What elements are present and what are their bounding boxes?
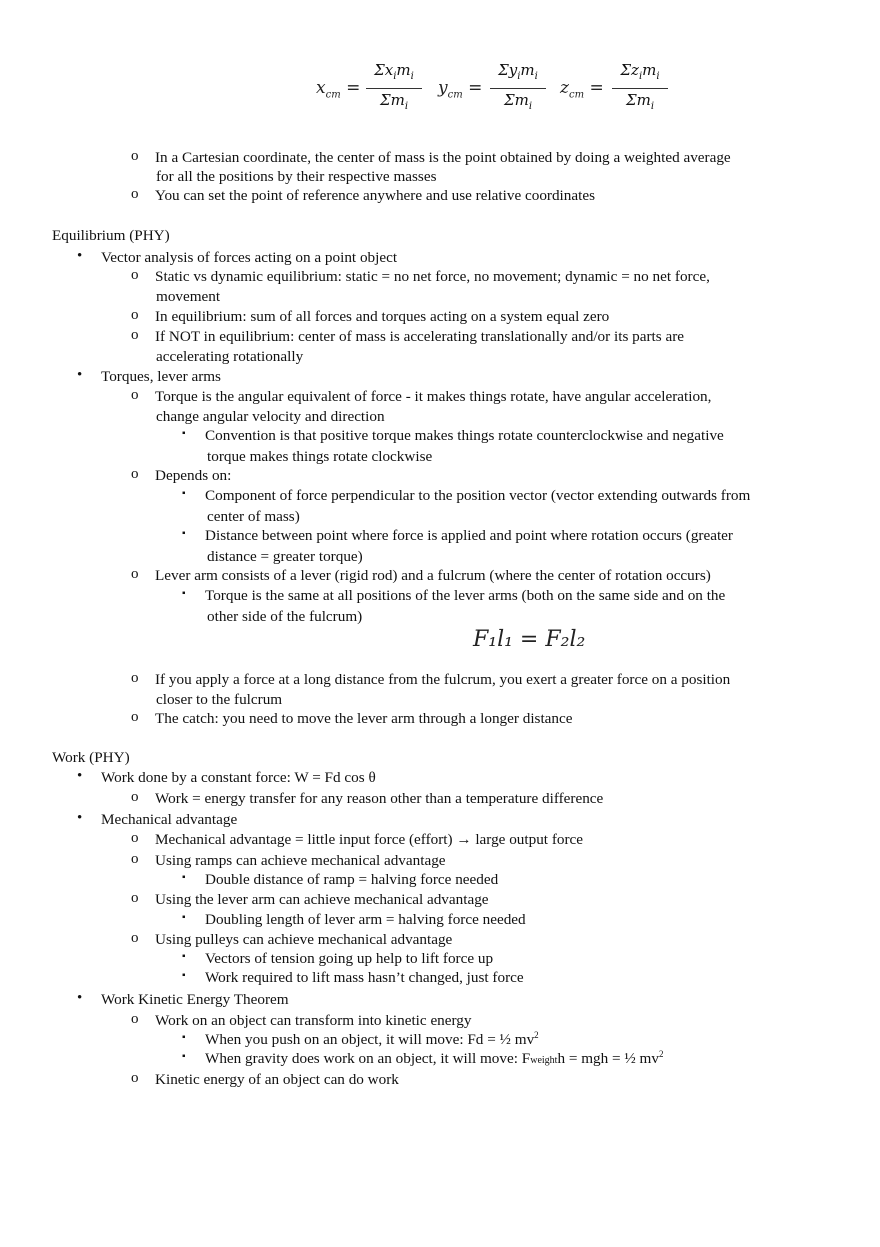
ycm-label: $y_{cm}$ = — [438, 78, 483, 101]
list-item: Work required to lift mass hasn’t changed, just force — [205, 969, 524, 986]
list-item: Work Kinetic Energy Theorem — [101, 991, 289, 1008]
square-bullet-icon: ▪ — [182, 488, 186, 499]
list-item-continuation: for all the positions by their respective masses — [156, 168, 437, 185]
xcm-label: $x_{cm}$ = — [316, 78, 361, 101]
square-bullet-icon: ▪ — [182, 951, 186, 962]
list-item: Torque is the same at all positions of the lever arms (both on the same side and on the — [205, 587, 726, 604]
square-bullet-icon: ▪ — [182, 428, 186, 439]
square-bullet-icon: ▪ — [182, 528, 186, 539]
list-item: Work = energy transfer for any reason other than a temperature difference — [155, 790, 604, 807]
list-item: Mechanical advantage — [101, 811, 238, 828]
list-item: You can set the point of reference anywhere and use relative coordinates — [155, 187, 595, 204]
list-item: When gravity does work on an object, it will move: Fweighth = mgh = ½ $mv^2$ — [205, 1048, 664, 1067]
list-item: Using the lever arm can achieve mechanical advantage — [155, 891, 489, 908]
circle-bullet-icon: o — [131, 566, 139, 582]
list-item: Vector analysis of forces acting on a point object — [101, 249, 398, 266]
list-item: Vectors of tension going up help to lift force up — [205, 950, 494, 967]
list-item-continuation: closer to the fulcrum — [156, 691, 283, 708]
list-item: If NOT in equilibrium: center of mass is accelerating translationally and/or its parts are — [155, 328, 685, 345]
section-heading-equilibrium: Equilibrium (PHY) — [52, 227, 170, 244]
list-item: Torque is the angular equivalent of force - it makes things rotate, have angular acceleration, — [155, 388, 712, 405]
list-item-continuation: accelerating rotationally — [156, 348, 304, 365]
circle-bullet-icon: o — [131, 789, 139, 805]
circle-bullet-icon: o — [131, 830, 139, 846]
list-item: Kinetic energy of an object can do work — [155, 1071, 399, 1088]
square-bullet-icon: ▪ — [182, 1051, 186, 1062]
circle-bullet-icon: o — [131, 148, 139, 164]
circle-bullet-icon: o — [131, 307, 139, 323]
circle-bullet-icon: o — [131, 930, 139, 946]
list-item: Mechanical advantage = little input force (effort) → large output force — [155, 831, 584, 848]
list-item-continuation: other side of the fulcrum) — [207, 608, 363, 625]
circle-bullet-icon: o — [131, 670, 139, 686]
list-item-continuation: change angular velocity and direction — [156, 408, 385, 425]
list-item: Component of force perpendicular to the position vector (vector extending outwards from — [205, 487, 751, 504]
list-item: Static vs dynamic equilibrium: static = no net force, no movement; dynamic = no net force, — [155, 268, 710, 285]
list-item: Lever arm consists of a lever (rigid rod) and a fulcrum (where the center of rotation occurs) — [155, 567, 711, 584]
circle-bullet-icon: o — [131, 327, 139, 343]
list-item: The catch: you need to move the lever arm through a longer distance — [155, 710, 573, 727]
section-heading-work: Work (PHY) — [52, 749, 130, 766]
ycm-fraction: $\Sigma y_im_i$ $\Sigma m_i$ — [490, 60, 546, 117]
list-item: Distance between point where force is applied and point where rotation occurs (greater — [205, 527, 733, 544]
lever-formula: F₁l₁ = F₂l₂ — [473, 627, 586, 652]
square-bullet-icon: ▪ — [182, 970, 186, 981]
square-bullet-icon: ▪ — [182, 912, 186, 923]
list-item: Work on an object can transform into kinetic energy — [155, 1012, 472, 1029]
square-bullet-icon: ▪ — [182, 588, 186, 599]
circle-bullet-icon: o — [131, 709, 139, 725]
list-item: Work done by a constant force: W = Fd cos θ — [101, 769, 376, 786]
circle-bullet-icon: o — [131, 466, 139, 482]
list-item: Using pulleys can achieve mechanical advantage — [155, 931, 453, 948]
bullet-icon: • — [77, 768, 83, 784]
list-item: Convention is that positive torque makes things rotate counterclockwise and negative — [205, 427, 724, 444]
zcm-label: $z_{cm}$ = — [560, 78, 604, 101]
list-item-continuation: distance = greater torque) — [207, 548, 363, 565]
bullet-icon: • — [77, 367, 83, 383]
square-bullet-icon: ▪ — [182, 872, 186, 883]
bullet-icon: • — [77, 248, 83, 264]
circle-bullet-icon: o — [131, 890, 139, 906]
circle-bullet-icon: o — [131, 267, 139, 283]
bullet-icon: • — [77, 990, 83, 1006]
zcm-fraction: $\Sigma z_im_i$ $\Sigma m_i$ — [612, 60, 668, 117]
circle-bullet-icon: o — [131, 1011, 139, 1027]
bullet-icon: • — [77, 810, 83, 826]
list-item: Using ramps can achieve mechanical advantage — [155, 852, 446, 869]
circle-bullet-icon: o — [131, 1070, 139, 1086]
list-item: If you apply a force at a long distance from the fulcrum, you exert a greater force on a position — [155, 671, 731, 688]
list-item: When you push on an object, it will move: Fd = ½ $mv^2$ — [205, 1029, 539, 1048]
list-item: In a Cartesian coordinate, the center of mass is the point obtained by doing a weighted average — [155, 149, 731, 166]
list-item-continuation: center of mass) — [207, 508, 300, 525]
list-item-continuation: movement — [156, 288, 221, 305]
circle-bullet-icon: o — [131, 387, 139, 403]
xcm-fraction: $\Sigma x_im_i$ $\Sigma m_i$ — [366, 60, 422, 117]
list-item: Double distance of ramp = halving force needed — [205, 871, 499, 888]
list-item: Depends on: — [155, 467, 232, 484]
circle-bullet-icon: o — [131, 851, 139, 867]
list-item: Doubling length of lever arm = halving force needed — [205, 911, 526, 928]
list-item: Torques, lever arms — [101, 368, 221, 385]
list-item: In equilibrium: sum of all forces and torques acting on a system equal zero — [155, 308, 610, 325]
square-bullet-icon: ▪ — [182, 1032, 186, 1043]
list-item-continuation: torque makes things rotate clockwise — [207, 448, 433, 465]
circle-bullet-icon: o — [131, 186, 139, 202]
